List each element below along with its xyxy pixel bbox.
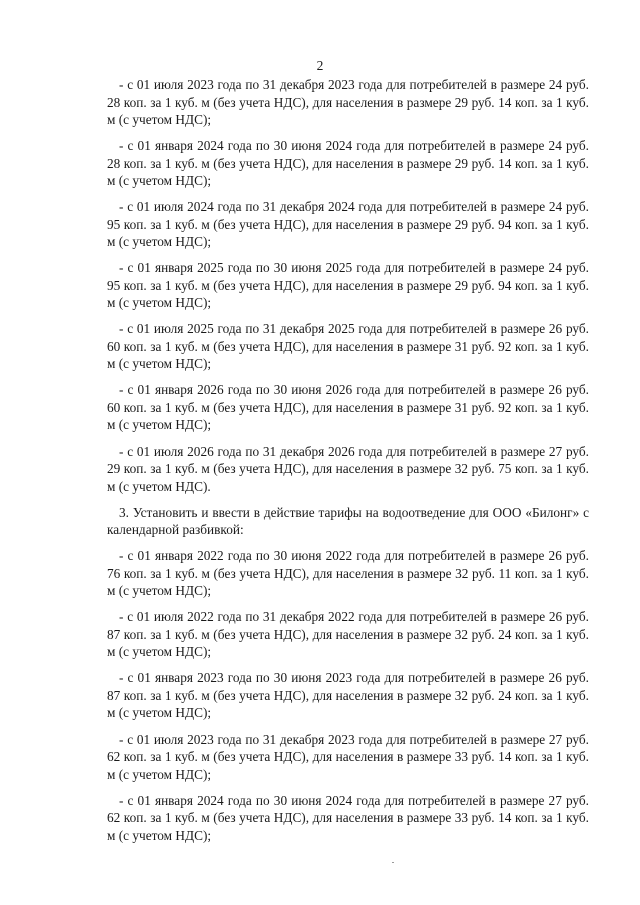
tariff-paragraph: - с 01 января 2026 года по 30 июня 2026 года для потребителей в размере 26 руб. 60 коп. за 1 куб. м (без учета НДС), для населения в размере 31 руб. 92 коп. за 1 куб. м (с учетом НДС); <box>107 382 589 433</box>
scan-speck <box>392 862 394 863</box>
tariff-paragraph: - с 01 января 2023 года по 30 июня 2023 года для потребителей в размере 26 руб. 87 коп. за 1 куб. м (без учета НДС), для населения в размере 32 руб. 24 коп. за 1 куб. м (с учетом НДС); <box>107 670 589 721</box>
tariff-paragraph: - с 01 июля 2022 года по 31 декабря 2022 года для потребителей в размере 26 руб. 87 коп. за 1 куб. м (без учета НДС), для населения в размере 32 руб. 24 коп. за 1 куб. м (с учетом НДС); <box>107 609 589 660</box>
tariff-paragraph: - с 01 января 2024 года по 30 июня 2024 года для потребителей в размере 27 руб. 62 коп. за 1 куб. м (без учета НДС), для населения в размере 33 руб. 14 коп. за 1 куб. м (с учетом НДС); <box>107 792 589 843</box>
tariff-paragraph: - с 01 июля 2024 года по 31 декабря 2024 года для потребителей в размере 24 руб. 95 коп. за 1 куб. м (без учета НДС), для населения в размере 29 руб. 94 коп. за 1 куб. м (с учетом НДС); <box>107 199 589 250</box>
tariff-paragraph: - с 01 января 2025 года по 30 июня 2025 года для потребителей в размере 24 руб. 95 коп. за 1 куб. м (без учета НДС), для населения в размере 29 руб. 94 коп. за 1 куб. м (с учетом НДС); <box>107 260 589 311</box>
tariff-paragraph: - с 01 июля 2023 года по 31 декабря 2023 года для потребителей в размере 24 руб. 28 коп. за 1 куб. м (без учета НДС), для населения в размере 29 руб. 14 коп. за 1 куб. м (с учетом НДС); <box>107 77 589 127</box>
tariff-paragraph: - с 01 июля 2025 года по 31 декабря 2025 года для потребителей в размере 26 руб. 60 коп. за 1 куб. м (без учета НДС), для населения в размере 31 руб. 92 коп. за 1 куб. м (с учетом НДС); <box>107 321 589 372</box>
document-body <box>107 76 589 853</box>
tariff-paragraph: - с 01 января 2024 года по 30 июня 2024 года для потребителей в размере 24 руб. 28 коп. за 1 куб. м (без учета НДС), для населения в размере 29 руб. 14 коп. за 1 куб. м (с учетом НДС); <box>107 138 589 189</box>
section-3-paragraph: 3. Установить и ввести в действие тарифы на водоотведение для ООО «Билонг» с календарной разбивкой: <box>107 504 589 538</box>
tariff-paragraph: - с 01 июля 2026 года по 31 декабря 2026 года для потребителей в размере 27 руб. 29 коп. за 1 куб. м (без учета НДС), для населения в размере 32 руб. 75 коп. за 1 куб. м (с учетом НДС). <box>107 443 589 494</box>
tariff-paragraph: - с 01 января 2022 года по 30 июня 2022 года для потребителей в размере 26 руб. 76 коп. за 1 куб. м (без учета НДС), для населения в размере 32 руб. 11 коп. за 1 куб. м (с учетом НДС); <box>107 548 589 599</box>
tariff-paragraph: - с 01 июля 2023 года по 31 декабря 2023 года для потребителей в размере 27 руб. 62 коп. за 1 куб. м (без учета НДС), для населения в размере 33 руб. 14 коп. за 1 куб. м (с учетом НДС); <box>107 731 589 782</box>
page-number: 2 <box>316 58 324 73</box>
